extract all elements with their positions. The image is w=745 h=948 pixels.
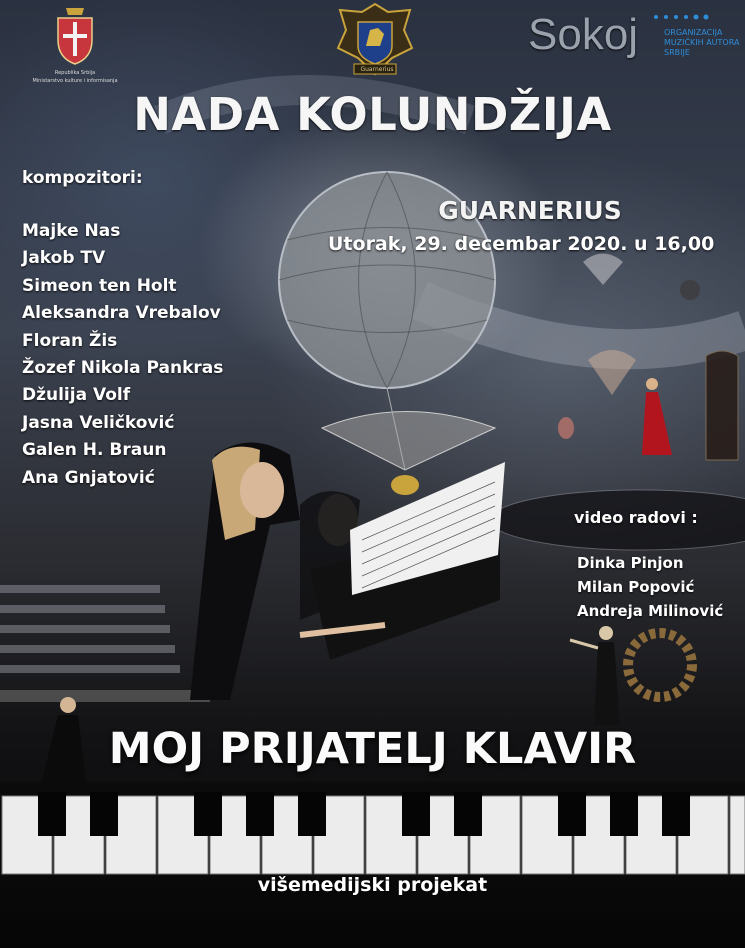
venue-name: GUARNERIUS	[438, 196, 622, 225]
composer-name: Ana Gnjatović	[22, 468, 155, 488]
project-type-caption: višemedijski projekat	[257, 874, 488, 896]
small-balloon	[680, 280, 700, 300]
piano-keyboard	[0, 782, 745, 876]
composer-name: Aleksandra Vrebalov	[22, 303, 221, 323]
video-artist-name: Milan Popović	[577, 578, 695, 596]
video-works-heading: video radovi :	[574, 508, 698, 527]
sokoj-caption-line2: MUZIČKIH AUTORA	[664, 38, 740, 47]
composer-name: Jasna Veličković	[22, 413, 175, 433]
ministry-name-line1: Republika Srbija	[54, 70, 96, 76]
composer-name: Floran Žis	[22, 331, 118, 351]
sokoj-dots-icon	[652, 12, 712, 22]
sokoj-caption-line1: ORGANIZACIJA	[664, 28, 723, 37]
parachute	[583, 254, 623, 286]
guarnerius-seal-caption: Guarnerius	[360, 66, 394, 73]
small-balloon	[558, 417, 574, 439]
woman-red-dress-figure	[642, 378, 672, 455]
sokoj-logo-word: Sokoj	[528, 10, 639, 59]
composer-name: Simeon ten Holt	[22, 276, 177, 296]
serbia-coat-of-arms-logo	[52, 4, 98, 66]
arched-door	[706, 351, 738, 460]
ministry-name-line2: Ministarstvo kulture i informisanja	[32, 78, 118, 84]
composer-name: Žozef Nikola Pankras	[22, 358, 224, 378]
composer-name: Majke Nas	[22, 221, 121, 241]
composer-name: Galen H. Braun	[22, 440, 167, 460]
parachute	[588, 350, 636, 395]
page-title: NADA KOLUNDŽIJA	[133, 88, 612, 141]
project-title: MOJ PRIJATELJ KLAVIR	[108, 724, 637, 774]
event-date: Utorak, 29. decembar 2020. u 16,00	[328, 233, 715, 255]
composer-name: Jakob TV	[22, 248, 106, 268]
composers-heading: kompozitori:	[22, 168, 143, 188]
stage-platform	[0, 690, 210, 702]
composer-name: Džulija Volf	[22, 385, 131, 405]
gear	[628, 633, 692, 697]
staircase	[0, 585, 180, 673]
woman-black-dress-right	[570, 626, 620, 725]
video-artist-name: Andreja Milinović	[577, 602, 724, 620]
sokoj-caption-line3: SRBIJE	[664, 48, 690, 57]
pianist-figure	[190, 443, 300, 701]
video-artist-name: Dinka Pinjon	[577, 554, 684, 572]
